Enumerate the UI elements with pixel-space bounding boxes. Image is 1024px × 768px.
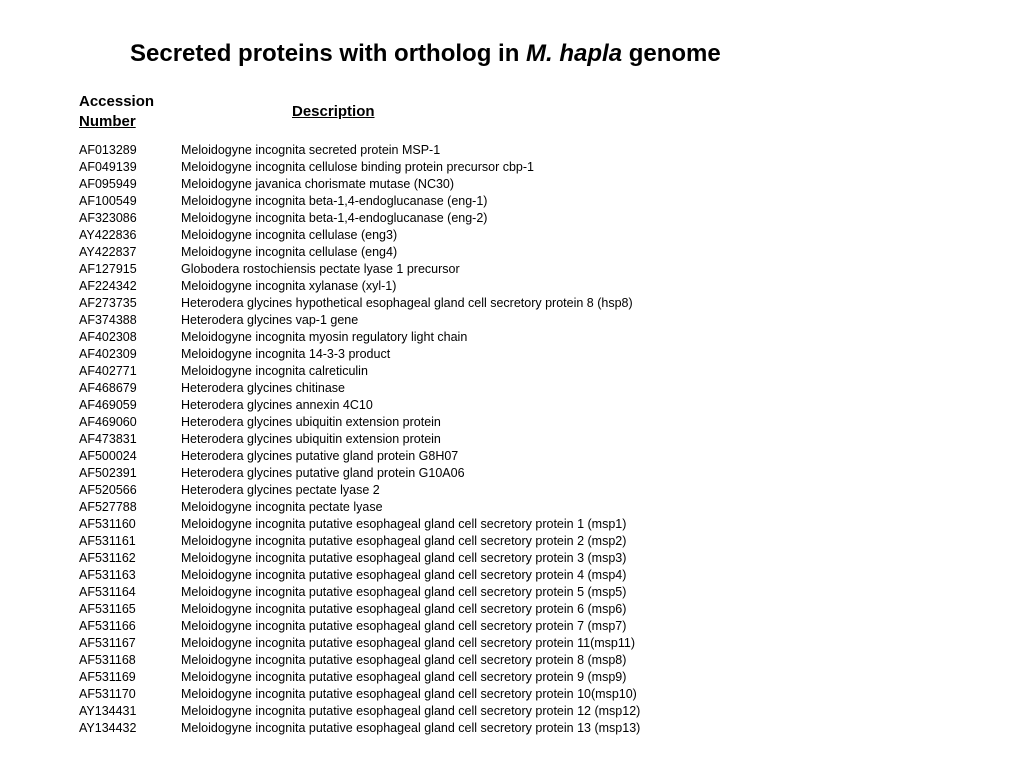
accession-number-cell: AF013289 [79, 143, 137, 157]
description-cell: Meloidogyne javanica chorismate mutase (NC30) [181, 177, 455, 191]
accession-number-cell: AF469060 [79, 415, 137, 429]
description-cell: Meloidogyne incognita putative esophageal gland cell secretory protein 8 (msp8) [181, 653, 627, 667]
table-row [79, 346, 640, 363]
description-cell: Meloidogyne incognita putative esophageal gland cell secretory protein 9 (msp9) [181, 670, 627, 684]
page-title [130, 40, 721, 68]
table-row [79, 142, 640, 159]
description-cell: Meloidogyne incognita putative esophageal gland cell secretory protein 11(msp11) [181, 636, 635, 650]
table-row [79, 465, 640, 482]
table-row [79, 686, 640, 703]
table-row [79, 414, 640, 431]
table-row [79, 278, 640, 295]
table-row [79, 380, 640, 397]
accession-number-header [79, 92, 154, 132]
accession-number-cell: AF469059 [79, 398, 137, 412]
table-row [79, 159, 640, 176]
description-cell: Meloidogyne incognita putative esophageal gland cell secretory protein 10(msp10) [181, 687, 637, 701]
table-row [79, 635, 640, 652]
accession-number-cell: AF502391 [79, 466, 137, 480]
accession-number-cell: AF531165 [79, 602, 136, 616]
table-row [79, 431, 640, 448]
table-row [79, 720, 640, 737]
description-cell: Meloidogyne incognita xylanase (xyl-1) [181, 279, 397, 293]
accession-number-cell: AF402308 [79, 330, 137, 344]
accession-number-cell: AF323086 [79, 211, 137, 225]
table-row [79, 448, 640, 465]
description-cell: Meloidogyne incognita secreted protein MSP-1 [181, 143, 441, 157]
table-row [79, 397, 640, 414]
description-cell: Heterodera glycines putative gland protein G10A06 [181, 466, 465, 480]
description-cell: Meloidogyne incognita putative esophageal gland cell secretory protein 7 (msp7) [181, 619, 627, 633]
accession-number-cell: AF473831 [79, 432, 137, 446]
accession-header-line2: Number [79, 113, 136, 130]
description-cell: Meloidogyne incognita putative esophageal gland cell secretory protein 1 (msp1) [181, 517, 627, 531]
table-row [79, 499, 640, 516]
accession-number-cell: AF224342 [79, 279, 137, 293]
description-cell: Heterodera glycines ubiquitin extension protein [181, 432, 441, 446]
table-row [79, 176, 640, 193]
accession-number-cell: AF531161 [79, 534, 136, 548]
description-cell: Globodera rostochiensis pectate lyase 1 precursor [181, 262, 460, 276]
description-cell: Meloidogyne incognita cellulase (eng3) [181, 228, 398, 242]
description-cell: Meloidogyne incognita putative esophageal gland cell secretory protein 2 (msp2) [181, 534, 627, 548]
description-cell: Meloidogyne incognita putative esophageal gland cell secretory protein 4 (msp4) [181, 568, 627, 582]
accession-number-cell: AY422836 [79, 228, 137, 242]
table-row [79, 295, 640, 312]
accession-number-cell: AF273735 [79, 296, 137, 310]
description-cell: Meloidogyne incognita 14-3-3 product [181, 347, 391, 361]
description-cell: Heterodera glycines annexin 4C10 [181, 398, 373, 412]
description-cell: Meloidogyne incognita pectate lyase [181, 500, 383, 514]
accession-number-cell: AF531169 [79, 670, 136, 684]
title-species: M. hapla [526, 40, 623, 67]
description-cell: Heterodera glycines vap-1 gene [181, 313, 359, 327]
description-cell: Heterodera glycines putative gland protein G8H07 [181, 449, 459, 463]
description-cell: Meloidogyne incognita putative esophageal gland cell secretory protein 13 (msp13) [181, 721, 641, 735]
accession-number-cell: AF374388 [79, 313, 137, 327]
description-cell: Meloidogyne incognita beta-1,4-endoglucanase (eng-1) [181, 194, 488, 208]
table-row [79, 312, 640, 329]
accession-number-cell: AF531168 [79, 653, 136, 667]
table-row [79, 516, 640, 533]
accession-number-cell: AF127915 [79, 262, 137, 276]
table-row [79, 550, 640, 567]
table-row [79, 533, 640, 550]
table-row [79, 227, 640, 244]
accession-number-cell: AF531170 [79, 687, 136, 701]
accession-number-cell: AF531163 [79, 568, 136, 582]
description-cell: Meloidogyne incognita calreticulin [181, 364, 368, 378]
accession-number-cell: AF531164 [79, 585, 136, 599]
description-cell: Meloidogyne incognita beta-1,4-endoglucanase (eng-2) [181, 211, 488, 225]
table-row [79, 618, 640, 635]
accession-number-cell: AF531167 [79, 636, 136, 650]
accession-number-cell: AF402309 [79, 347, 137, 361]
table-row [79, 193, 640, 210]
title-suffix: genome [622, 40, 721, 67]
accession-number-cell: AY422837 [79, 245, 137, 259]
accession-number-cell: AY134432 [79, 721, 137, 735]
table-row [79, 584, 640, 601]
title-prefix: Secreted proteins with ortholog in [130, 40, 527, 67]
table-row [79, 567, 640, 584]
accession-number-cell: AF100549 [79, 194, 137, 208]
table-row [79, 261, 640, 278]
description-header: Description [292, 103, 375, 120]
protein-table [79, 142, 640, 737]
accession-number-cell: AF520566 [79, 483, 137, 497]
accession-number-cell: AF531160 [79, 517, 136, 531]
accession-header-line1: Accession [79, 93, 155, 110]
accession-number-cell: AY134431 [79, 704, 137, 718]
accession-number-cell: AF402771 [79, 364, 137, 378]
table-row [79, 652, 640, 669]
accession-number-cell: AF095949 [79, 177, 137, 191]
description-cell: Heterodera glycines pectate lyase 2 [181, 483, 380, 497]
description-cell: Heterodera glycines hypothetical esophageal gland cell secretory protein 8 (hsp8) [181, 296, 633, 310]
description-cell: Meloidogyne incognita myosin regulatory light chain [181, 330, 468, 344]
accession-number-cell: AF468679 [79, 381, 137, 395]
table-row [79, 244, 640, 261]
accession-number-cell: AF531162 [79, 551, 136, 565]
description-cell: Meloidogyne incognita putative esophageal gland cell secretory protein 3 (msp3) [181, 551, 627, 565]
accession-number-cell: AF500024 [79, 449, 137, 463]
description-cell: Meloidogyne incognita putative esophageal gland cell secretory protein 12 (msp12) [181, 704, 641, 718]
description-cell: Meloidogyne incognita putative esophageal gland cell secretory protein 5 (msp5) [181, 585, 627, 599]
description-cell: Heterodera glycines chitinase [181, 381, 345, 395]
table-row [79, 669, 640, 686]
description-cell: Meloidogyne incognita cellulose binding protein precursor cbp-1 [181, 160, 534, 174]
table-row [79, 329, 640, 346]
accession-number-cell: AF527788 [79, 500, 137, 514]
table-row [79, 601, 640, 618]
description-cell: Meloidogyne incognita cellulase (eng4) [181, 245, 398, 259]
table-row [79, 482, 640, 499]
description-cell: Meloidogyne incognita putative esophageal gland cell secretory protein 6 (msp6) [181, 602, 627, 616]
table-row [79, 210, 640, 227]
accession-number-cell: AF049139 [79, 160, 137, 174]
table-row [79, 363, 640, 380]
accession-number-cell: AF531166 [79, 619, 136, 633]
table-row [79, 703, 640, 720]
description-cell: Heterodera glycines ubiquitin extension protein [181, 415, 441, 429]
